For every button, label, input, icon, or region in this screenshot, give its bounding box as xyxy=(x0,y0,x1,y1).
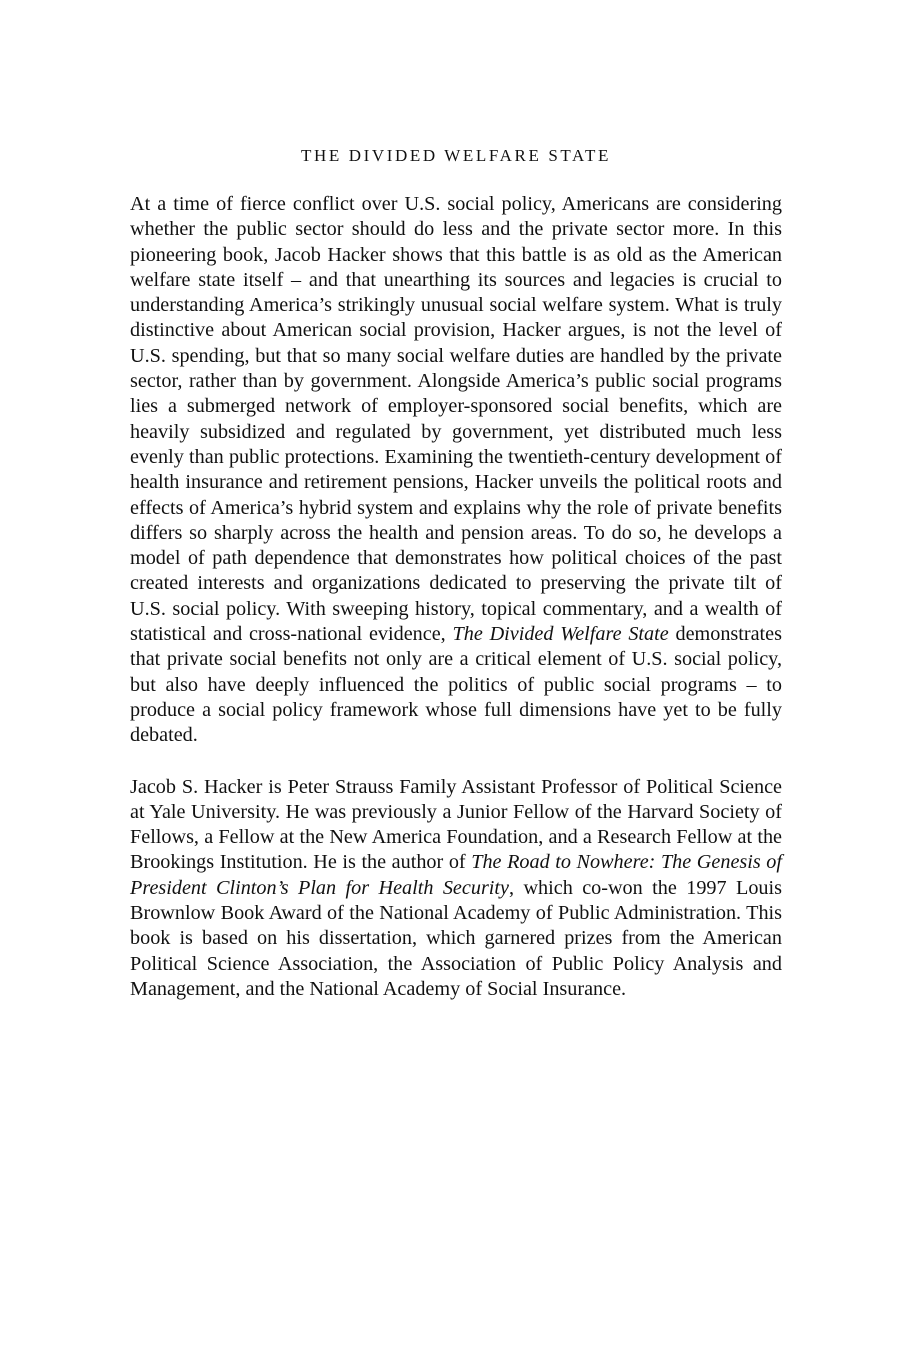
bio-book-title: The Road to Nowhere: The Genesis of President Clinton’s Plan for Health Security xyxy=(130,851,782,899)
bio-text-end: , which co-won the 1997 Louis Brownlow Book Award of the National Academy of Public Administration. This book is based on his dissertation, which garnered prizes from the American Political Science Association, the Association of Public Policy Analysis and Management, and the National Academy of Social Insurance. xyxy=(130,876,782,1000)
book-title: THE DIVIDED WELFARE STATE xyxy=(301,146,611,165)
description-book-title: The Divided Welfare State xyxy=(452,623,669,646)
description-text-end: demonstrates that private social benefits not only are a critical element of U.S. social policy, but also have deeply influenced the politics of public social programs – to produce a social policy framework whose full dimensions have yet to be fully debated. xyxy=(130,623,782,747)
book-description xyxy=(130,192,782,749)
page-content xyxy=(130,146,782,1002)
description-text: At a time of fierce conflict over U.S. social policy, Americans are considering whether the public sector should do less and the private sector more. In this pioneering book, Jacob Hacker shows that this battle is as old as the American welfare state itself – and that unearthing its sources and legacies is crucial to understanding America’s strikingly unusual social welfare system. What is truly distinctive about American social provision, Hacker argues, is not the level of U.S. spending, but that so many social welfare duties are handled by the private sector, rather than by government. Alongside America’s public social programs lies a submerged network of employer-sponsored social benefits, which are heavily subsidized and regulated by government, yet distributed much less evenly than public protections. Examining the twentieth-century development of health insurance and retirement pensions, Hacker unveils the political roots and effects of America’s hybrid system and explains why the role of private benefits differs so sharply across the health and pension areas. To do so, he develops a model of path dependence that demonstrates how political choices of the past created interests and organizations dedicated to preserving the private tilt of U.S. social policy. With sweeping history, topical commentary, and a wealth of statistical and cross-national evidence, xyxy=(130,193,782,646)
author-bio xyxy=(130,775,782,1003)
paragraph-gap xyxy=(130,749,782,775)
bio-text: Jacob S. Hacker is Peter Strauss Family Assistant Professor of Political Science at Yale University. He was previously a Junior Fellow of the Harvard Society of Fellows, a Fellow at the New America Foundation, and a Research Fellow at the Brookings Institution. He is the author of xyxy=(130,775,782,874)
